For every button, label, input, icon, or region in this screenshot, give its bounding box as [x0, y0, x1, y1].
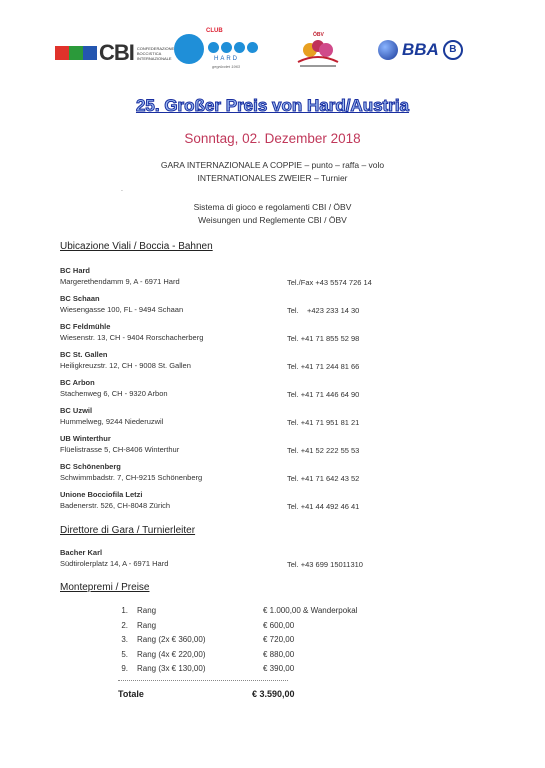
club-name: BC Arbon [60, 378, 95, 387]
bba-logo [378, 40, 463, 60]
club-address: Heiligkreuzstr. 12, CH - 9008 St. Gallen [60, 361, 191, 370]
club-name: BC Uzwil [60, 406, 93, 415]
event-date: Sonntag, 02. Dezember 2018 [184, 131, 361, 146]
prize-amount: € 600,00 [263, 621, 295, 630]
obv-logo [288, 32, 348, 72]
club-logo-ball [221, 42, 232, 53]
tournament-line-it: GARA INTERNAZIONALE A COPPIE – punto – raffa – volo [160, 160, 385, 170]
club-phone: Tel. +41 44 492 46 41 [287, 502, 360, 511]
cbi-logo-square-red [55, 46, 69, 60]
club-entry [60, 462, 420, 482]
club-name: Unione Bocciofila Letzi [60, 490, 143, 499]
sponsor-logos [0, 30, 545, 75]
cbi-logo-square-green [69, 46, 83, 60]
club-logo-ball [174, 34, 204, 64]
club-phone: Tel. +423 233 14 30 [287, 306, 360, 315]
prizes-heading: Montepremi / Preise [60, 582, 150, 593]
club-logo-ball [234, 42, 245, 53]
prize-label: Rang (3x € 130,00) [137, 664, 206, 673]
club-address: Hummelweg, 9244 Niederuzwil [60, 417, 164, 426]
director-phone: Tel. +43 699 15011310 [287, 560, 363, 569]
prize-label: Rang (2x € 360,00) [137, 635, 206, 644]
club-phone: Tel. +41 71 244 81 66 [287, 362, 360, 371]
club-phone: Tel. +41 71 446 64 90 [287, 390, 360, 399]
venues-heading: Ubicazione Viali / Boccia - Bahnen [60, 241, 213, 252]
club-hard-logo [170, 30, 260, 72]
prize-amount: € 720,00 [263, 635, 295, 644]
club-name: UB Winterthur [60, 434, 111, 443]
club-entry [60, 294, 420, 314]
total-divider [118, 680, 288, 681]
rules-line-it: Sistema di gioco e regolamenti CBI / ÖBV [193, 202, 352, 212]
club-entry [60, 490, 420, 510]
club-phone: Tel. +41 71 642 43 52 [287, 474, 360, 483]
club-entry [60, 266, 420, 286]
director-entry [60, 548, 420, 568]
club-entry [60, 350, 420, 370]
club-address: Wiesenstr. 13, CH - 9404 Rorschacherberg [60, 333, 204, 342]
club-name: BC Hard [60, 266, 91, 275]
prize-label: Rang [137, 621, 157, 630]
club-phone: Tel. +41 52 222 55 53 [287, 446, 360, 455]
club-address: Flüelistrasse 5, CH-8406 Winterthur [60, 445, 180, 454]
club-logo-club-text: CLUB [206, 28, 223, 34]
tournament-line-de: INTERNATIONALES ZWEIER – Turnier [197, 173, 348, 183]
director-name: Bacher Karl [60, 548, 103, 557]
club-entry [60, 378, 420, 398]
prize-rank: 2. [121, 621, 128, 630]
prize-label: Rang [137, 606, 157, 615]
obv-logo-text: ÖBV [313, 32, 324, 38]
club-address: Wiesengasse 100, FL - 9494 Schaan [60, 305, 184, 314]
cbi-logo-square-blue [83, 46, 97, 60]
prize-amount: € 880,00 [263, 650, 295, 659]
club-logo-hard-text: HARD [214, 56, 240, 62]
director-address: Südtirolerplatz 14, A - 6971 Hard [60, 559, 169, 568]
total-label: Totale [118, 689, 144, 699]
bba-logo-text: BBA [402, 40, 439, 59]
club-phone: Tel. +41 71 855 52 98 [287, 334, 360, 343]
club-logo-ball [247, 42, 258, 53]
prize-rank: 1. [121, 606, 128, 615]
rules-line-de: Weisungen und Reglemente CBI / ÖBV [198, 215, 347, 225]
club-name: BC St. Gallen [60, 350, 108, 359]
page-title: 25. Großer Preis von Hard/Austria [135, 96, 410, 115]
club-name: BC Schönenberg [60, 462, 121, 471]
club-phone: Tel./Fax +43 5574 726 14 [287, 278, 372, 287]
club-logo-founded-text: gegründet 1963 [212, 64, 241, 69]
prize-amount: € 1.000,00 & Wanderpokal [263, 606, 358, 615]
club-address: Badenerstr. 526, CH-8048 Zürich [60, 501, 171, 510]
obv-emblem-icon [288, 32, 348, 72]
club-entry [60, 434, 420, 454]
director-heading: Direttore di Gara / Turnierleiter [60, 525, 196, 536]
prize-label: Rang (4x € 220,00) [137, 650, 206, 659]
club-logo-ball [208, 42, 219, 53]
total-amount: € 3.590,00 [252, 689, 295, 699]
prize-rank: 9. [121, 664, 128, 673]
club-name: BC Feldmühle [60, 322, 111, 331]
bba-ring-icon: B [443, 40, 463, 60]
club-address: Margerethendamm 9, A - 6971 Hard [60, 277, 180, 286]
club-entry [60, 322, 420, 342]
prize-rank: 5. [121, 650, 128, 659]
bba-ball-icon [378, 40, 398, 60]
club-phone: Tel. +41 71 951 81 21 [287, 418, 360, 427]
cbi-logo-text: CBI [99, 40, 134, 65]
prize-rank: 3. [121, 635, 128, 644]
club-address: Stachenweg 6, CH - 9320 Arbon [60, 389, 168, 398]
club-entry [60, 406, 420, 426]
cbi-logo-subtext: CONFEDERAZIONE BOCCISTICA INTERNAZIONALE [136, 45, 175, 61]
dot-mark: . [121, 186, 123, 193]
club-address: Schwimmbadstr. 7, CH-9215 Schönenberg [60, 473, 203, 482]
prize-amount: € 390,00 [263, 664, 295, 673]
club-name: BC Schaan [60, 294, 100, 303]
cbi-logo [55, 40, 177, 66]
